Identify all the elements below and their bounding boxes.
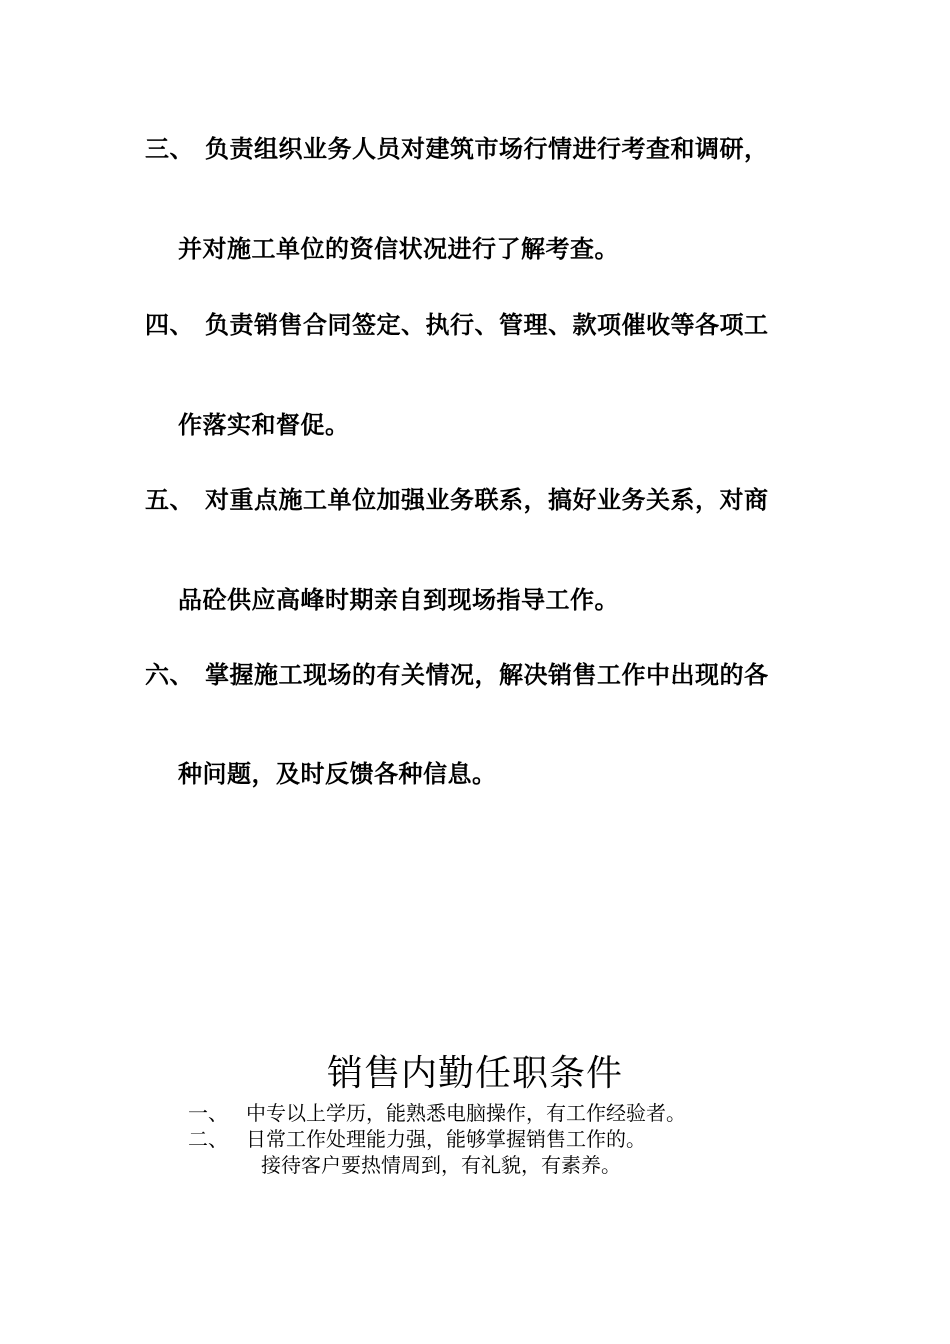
duty-item-6-continuation: 种问题，及时反馈各种信息。 bbox=[178, 760, 497, 788]
duty-number: 五、 bbox=[145, 486, 194, 514]
duty-item-4 bbox=[145, 310, 769, 340]
requirement-item-1 bbox=[188, 1100, 686, 1126]
requirement-number: 一、 bbox=[188, 1101, 228, 1125]
duty-item-6 bbox=[145, 660, 769, 690]
duty-number: 四、 bbox=[145, 311, 194, 339]
duty-text: 对重点施工单位加强业务联系，搞好业务关系，对商 bbox=[205, 486, 769, 514]
duty-item-3-continuation: 并对施工单位的资信状况进行了解考查。 bbox=[178, 235, 619, 263]
duty-number: 三、 bbox=[145, 135, 194, 163]
requirement-text: 日常工作处理能力强，能够掌握销售工作的。 bbox=[246, 1127, 646, 1151]
requirement-item-2 bbox=[188, 1126, 646, 1152]
duty-item-5 bbox=[145, 485, 769, 515]
duty-number: 六、 bbox=[145, 661, 194, 689]
duty-text: 负责组织业务人员对建筑市场行情进行考查和调研， bbox=[205, 135, 769, 163]
duty-item-3 bbox=[145, 134, 769, 164]
requirement-item-2-continuation: 接待客户要热情周到，有礼貌，有素养。 bbox=[261, 1153, 621, 1177]
requirement-text: 中专以上学历，能熟悉电脑操作，有工作经验者。 bbox=[246, 1101, 686, 1125]
section-title: 销售内勤任职条件 bbox=[326, 1053, 623, 1094]
duty-text: 负责销售合同签定、执行、管理、款项催收等各项工 bbox=[205, 311, 769, 339]
duty-item-4-continuation: 作落实和督促。 bbox=[178, 411, 350, 439]
requirement-number: 二、 bbox=[188, 1127, 228, 1151]
duty-item-5-continuation: 品砼供应高峰时期亲自到现场指导工作。 bbox=[178, 586, 619, 614]
duty-text: 掌握施工现场的有关情况，解决销售工作中出现的各 bbox=[205, 661, 769, 689]
